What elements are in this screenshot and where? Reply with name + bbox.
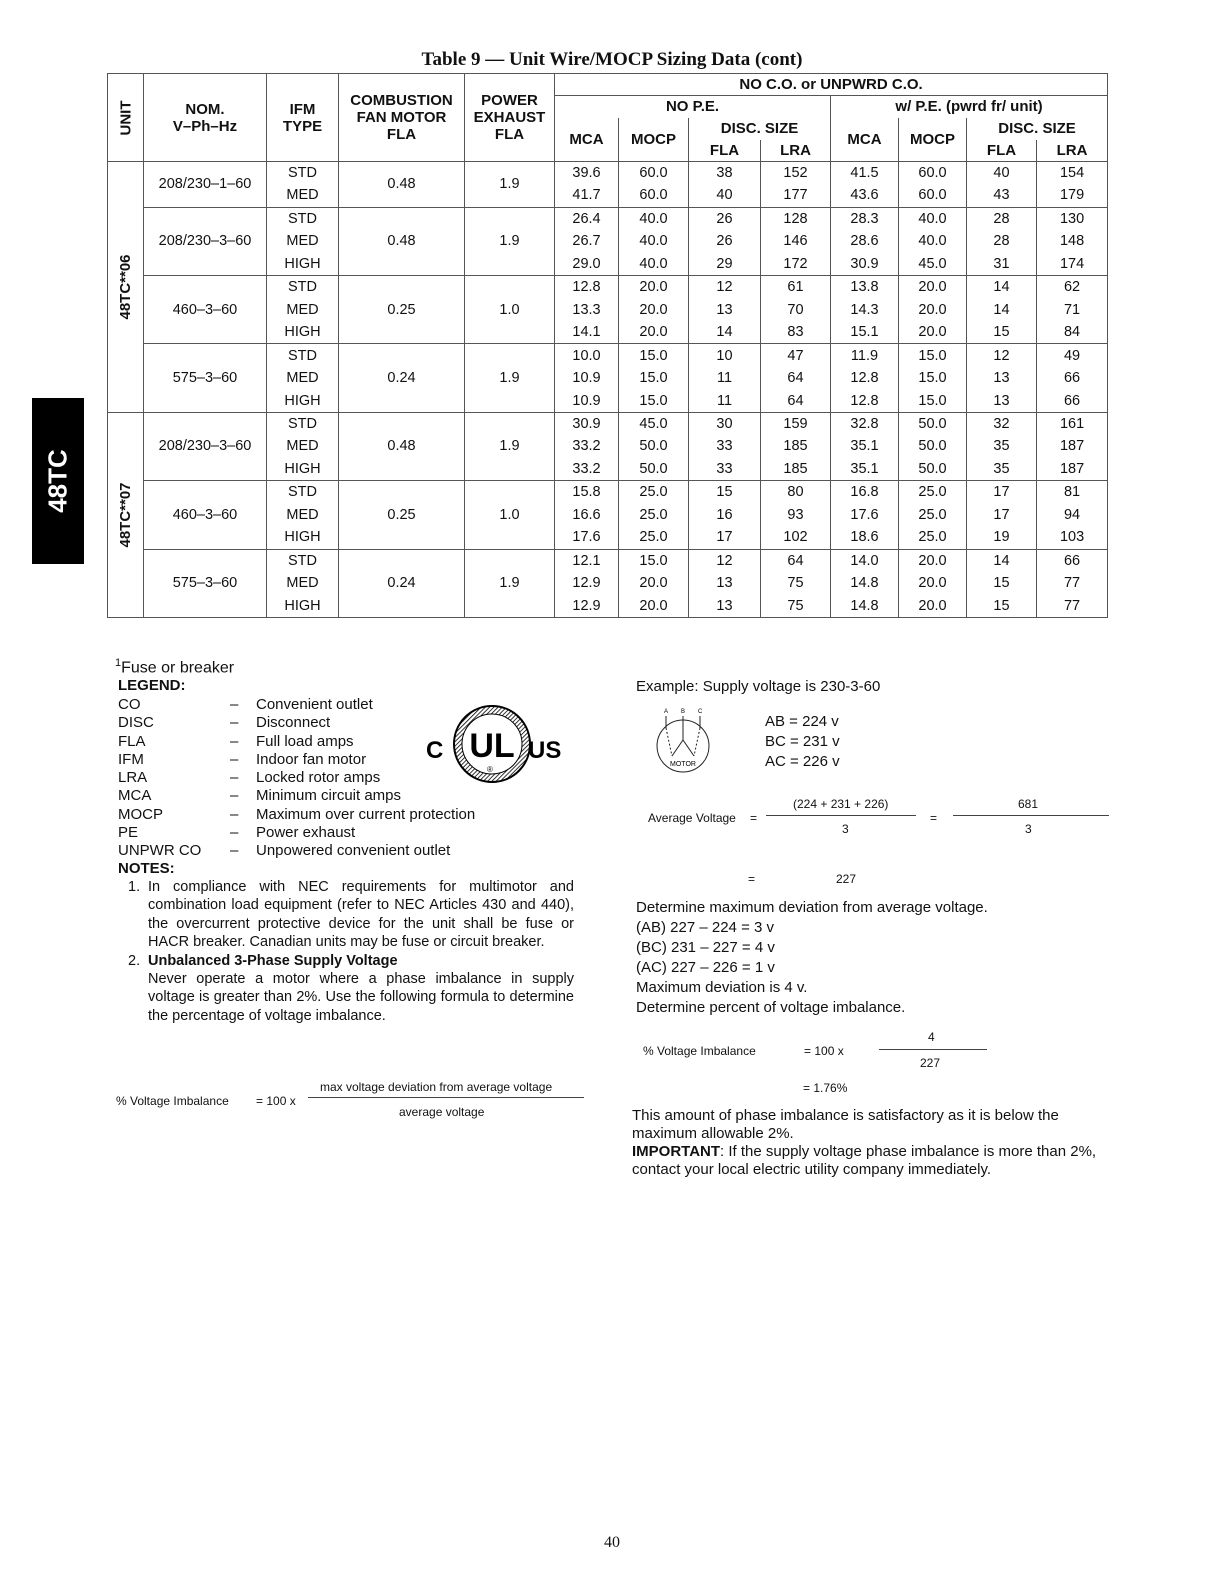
- pe-disc-lra-cell: 179: [1037, 184, 1108, 207]
- pe-mca-cell: 17.6: [831, 503, 899, 526]
- legend-abbr: PE: [118, 824, 139, 842]
- mca-cell: 33.2: [555, 435, 619, 458]
- ifm-type: HIGH: [267, 321, 339, 344]
- mocp-cell: 40.0: [619, 230, 689, 253]
- disc-fla-cell: 30: [689, 412, 761, 435]
- page-number: 40: [604, 1534, 620, 1551]
- pe-mocp-cell: 20.0: [899, 321, 967, 344]
- disc-fla-cell: 12: [689, 275, 761, 298]
- combustion-fla: 0.25: [339, 481, 465, 549]
- legend-definition: Power exhaust: [256, 824, 356, 842]
- pe-disc-lra-cell: 71: [1037, 298, 1108, 321]
- pe-mocp-cell: 50.0: [899, 435, 967, 458]
- disc-lra-cell: 80: [761, 481, 831, 504]
- voltage-ac: AC = 226 v: [765, 753, 840, 770]
- pe-mca-cell: 28.3: [831, 207, 899, 230]
- nominal-voltage: 208/230–1–60: [144, 162, 267, 208]
- mocp-cell: 25.0: [619, 503, 689, 526]
- table-row: [108, 162, 1108, 185]
- legend-abbr: LRA: [118, 769, 148, 787]
- ifm-type: MED: [267, 503, 339, 526]
- mocp-cell: 40.0: [619, 207, 689, 230]
- mocp-cell: 50.0: [619, 458, 689, 481]
- pe-mocp-cell: 20.0: [899, 549, 967, 572]
- header-lra: LRA: [1037, 140, 1108, 162]
- disc-lra-cell: 47: [761, 344, 831, 367]
- power-exhaust-fla: 1.9: [465, 162, 555, 208]
- header-with-pe: w/ P.E. (pwrd fr/ unit): [831, 96, 1108, 118]
- average-result: 227: [836, 872, 857, 886]
- pe-disc-lra-cell: 77: [1037, 595, 1108, 618]
- disc-fla-cell: 12: [689, 549, 761, 572]
- table-row: [108, 412, 1108, 435]
- pe-mocp-cell: 60.0: [899, 184, 967, 207]
- voltage-ab: AB = 224 v: [765, 713, 839, 730]
- svg-text:C: C: [698, 709, 703, 715]
- pe-mocp-cell: 15.0: [899, 367, 967, 390]
- legend-title: LEGEND:: [118, 677, 186, 694]
- pe-mocp-cell: 40.0: [899, 230, 967, 253]
- header-ifm: IFM TYPE: [267, 74, 339, 162]
- disc-fla-cell: 26: [689, 207, 761, 230]
- legend-abbr: CO: [118, 696, 141, 713]
- svg-text:A: A: [664, 709, 669, 715]
- note-1-text: In compliance with NEC requirements for multimotor and combination load equipment (refer to NEC Articles 430 and 440), the overcurrent protective device for the unit shall be fuse or HACR breaker. Canadian units may be fuse or circuit breaker.: [148, 879, 574, 951]
- mca-cell: 30.9: [555, 412, 619, 435]
- disc-lra-cell: 93: [761, 503, 831, 526]
- pe-mca-cell: 35.1: [831, 435, 899, 458]
- pe-disc-lra-cell: 174: [1037, 253, 1108, 276]
- conclusion-text: This amount of phase imbalance is satisfactory as it is below the maximum allowable 2%. IMPORTANT: If the supply voltage phase imbalance is more than 2%, contact your local electric utility company immediately.: [632, 1107, 1097, 1178]
- pe-mocp-cell: 20.0: [899, 275, 967, 298]
- nominal-voltage: 460–3–60: [144, 481, 267, 549]
- combustion-fla: 0.24: [339, 344, 465, 412]
- mocp-cell: 60.0: [619, 162, 689, 185]
- mca-cell: 12.1: [555, 549, 619, 572]
- pe-mca-cell: 43.6: [831, 184, 899, 207]
- header-power-exhaust: POWER EXHAUST FLA: [465, 74, 555, 162]
- pe-disc-fla-cell: 28: [967, 207, 1037, 230]
- legend-definition: Unpowered convenient outlet: [256, 842, 451, 860]
- mocp-cell: 20.0: [619, 275, 689, 298]
- pe-mocp-cell: 25.0: [899, 526, 967, 549]
- pe-disc-fla-cell: 17: [967, 503, 1037, 526]
- legend-dash: –: [230, 714, 239, 732]
- pe-disc-fla-cell: 15: [967, 572, 1037, 595]
- mca-cell: 10.9: [555, 389, 619, 412]
- table-header: [108, 74, 1108, 162]
- note-item: 2. Unbalanced 3-Phase Supply Voltage Never operate a motor where a phase imbalance in supply voltage is greater than 2%. Use the following formula to determine the percentage of voltage imbalance.: [128, 952, 574, 1024]
- svg-text:B: B: [681, 709, 686, 715]
- disc-fla-cell: 38: [689, 162, 761, 185]
- power-exhaust-fla: 1.9: [465, 549, 555, 617]
- legend-dash: –: [230, 824, 239, 842]
- disc-fla-cell: 14: [689, 321, 761, 344]
- disc-fla-cell: 26: [689, 230, 761, 253]
- pe-disc-lra-cell: 154: [1037, 162, 1108, 185]
- legend-abbr: DISC: [118, 714, 154, 732]
- mocp-cell: 15.0: [619, 367, 689, 390]
- unit-model: 48TC**06: [108, 162, 144, 413]
- side-tab-label: 48TC: [42, 449, 73, 513]
- pe-disc-fla-cell: 15: [967, 595, 1037, 618]
- note-2-title: Unbalanced 3-Phase Supply Voltage: [148, 952, 398, 969]
- mca-cell: 14.1: [555, 321, 619, 344]
- mca-cell: 17.6: [555, 526, 619, 549]
- legend-definition: Convenient outlet: [256, 696, 373, 713]
- example-title: Example: Supply voltage is 230-3-60: [636, 678, 881, 695]
- ul-certification-logo: [422, 702, 562, 791]
- disc-fla-cell: 13: [689, 298, 761, 321]
- disc-lra-cell: 75: [761, 572, 831, 595]
- header-disc-size: DISC. SIZE: [689, 118, 831, 140]
- mocp-cell: 25.0: [619, 481, 689, 504]
- pe-mca-cell: 12.8: [831, 389, 899, 412]
- pe-mca-cell: 13.8: [831, 275, 899, 298]
- disc-fla-cell: 11: [689, 389, 761, 412]
- disc-fla-cell: 10: [689, 344, 761, 367]
- disc-lra-cell: 61: [761, 275, 831, 298]
- pe-mocp-cell: 20.0: [899, 595, 967, 618]
- pe-mca-cell: 35.1: [831, 458, 899, 481]
- header-fla: FLA: [689, 140, 761, 162]
- pe-disc-lra-cell: 66: [1037, 389, 1108, 412]
- mca-cell: 12.8: [555, 275, 619, 298]
- pe-disc-fla-cell: 17: [967, 481, 1037, 504]
- disc-lra-cell: 185: [761, 458, 831, 481]
- pe-disc-lra-cell: 148: [1037, 230, 1108, 253]
- pe-disc-lra-cell: 161: [1037, 412, 1108, 435]
- power-exhaust-fla: 1.9: [465, 412, 555, 480]
- svg-text:UL: UL: [469, 727, 515, 765]
- header-disc-size: DISC. SIZE: [967, 118, 1108, 140]
- mocp-cell: 50.0: [619, 435, 689, 458]
- disc-lra-cell: 185: [761, 435, 831, 458]
- table-row: [108, 549, 1108, 572]
- notes-title: NOTES:: [118, 860, 175, 877]
- legend-dash: –: [230, 732, 239, 750]
- legend-definition: Maximum over current protection: [256, 805, 476, 823]
- header-lra: LRA: [761, 140, 831, 162]
- mocp-cell: 45.0: [619, 412, 689, 435]
- disc-lra-cell: 146: [761, 230, 831, 253]
- ifm-type: STD: [267, 481, 339, 504]
- disc-fla-cell: 16: [689, 503, 761, 526]
- legend-dash: –: [230, 805, 239, 823]
- mocp-cell: 15.0: [619, 549, 689, 572]
- pe-mocp-cell: 50.0: [899, 412, 967, 435]
- mca-cell: 39.6: [555, 162, 619, 185]
- mca-cell: 12.9: [555, 595, 619, 618]
- mca-cell: 13.3: [555, 298, 619, 321]
- disc-lra-cell: 102: [761, 526, 831, 549]
- ifm-type: STD: [267, 275, 339, 298]
- average-voltage-formula: Average Voltage = (224 + 231 + 226) 3 = 681 3: [648, 795, 1118, 845]
- header-nom: NOM. V–Ph–Hz: [144, 74, 267, 162]
- pe-mca-cell: 30.9: [831, 253, 899, 276]
- svg-text:C: C: [426, 737, 444, 764]
- header-mca: MCA: [831, 118, 899, 162]
- legend-abbr: MOCP: [118, 805, 163, 823]
- svg-text:®: ®: [487, 765, 493, 774]
- pe-disc-fla-cell: 14: [967, 275, 1037, 298]
- pe-mocp-cell: 20.0: [899, 572, 967, 595]
- mocp-cell: 20.0: [619, 572, 689, 595]
- header-fla: FLA: [967, 140, 1037, 162]
- mca-cell: 41.7: [555, 184, 619, 207]
- table-row: [108, 481, 1108, 504]
- header-mocp: MOCP: [619, 118, 689, 162]
- ifm-type: HIGH: [267, 526, 339, 549]
- nominal-voltage: 208/230–3–60: [144, 412, 267, 480]
- disc-fla-cell: 17: [689, 526, 761, 549]
- voltage-bc: BC = 231 v: [765, 733, 840, 750]
- legend-dash: –: [230, 750, 239, 768]
- pe-mca-cell: 14.8: [831, 572, 899, 595]
- svg-text:MOTOR: MOTOR: [670, 761, 696, 768]
- pe-mca-cell: 14.8: [831, 595, 899, 618]
- power-exhaust-fla: 1.0: [465, 481, 555, 549]
- legend-definition: Indoor fan motor: [256, 750, 367, 768]
- mca-cell: 29.0: [555, 253, 619, 276]
- pe-disc-lra-cell: 130: [1037, 207, 1108, 230]
- pe-disc-fla-cell: 14: [967, 298, 1037, 321]
- pe-disc-lra-cell: 84: [1037, 321, 1108, 344]
- pe-mocp-cell: 15.0: [899, 389, 967, 412]
- pe-mocp-cell: 20.0: [899, 298, 967, 321]
- mca-cell: 12.9: [555, 572, 619, 595]
- pe-disc-lra-cell: 66: [1037, 549, 1108, 572]
- ifm-type: MED: [267, 572, 339, 595]
- disc-lra-cell: 64: [761, 549, 831, 572]
- pe-disc-fla-cell: 12: [967, 344, 1037, 367]
- notes-list: [128, 878, 574, 1025]
- svg-text:US: US: [528, 737, 562, 764]
- header-mca: MCA: [555, 118, 619, 162]
- ifm-type: STD: [267, 344, 339, 367]
- mca-cell: 33.2: [555, 458, 619, 481]
- wire-sizing-table: [107, 73, 1108, 618]
- pe-disc-fla-cell: 40: [967, 162, 1037, 185]
- disc-lra-cell: 128: [761, 207, 831, 230]
- disc-lra-cell: 159: [761, 412, 831, 435]
- unit-model: 48TC**07: [108, 412, 144, 617]
- important-label: IMPORTANT: [632, 1143, 721, 1160]
- pe-disc-fla-cell: 14: [967, 549, 1037, 572]
- table-row: [108, 275, 1108, 298]
- legend-definition: Full load amps: [256, 732, 354, 750]
- pe-mocp-cell: 40.0: [899, 207, 967, 230]
- ifm-type: MED: [267, 298, 339, 321]
- mocp-cell: 15.0: [619, 389, 689, 412]
- nominal-voltage: 575–3–60: [144, 344, 267, 412]
- nominal-voltage: 460–3–60: [144, 275, 267, 343]
- table-body: [108, 162, 1108, 618]
- legend-definition: Locked rotor amps: [256, 769, 381, 787]
- note-item: 1. In compliance with NEC requirements for multimotor and combination load equipment (refer to NEC Articles 430 and 440), the overcurrent protective device for the unit shall be fuse or HACR breaker. Canadian units may be fuse or circuit breaker.: [128, 879, 574, 951]
- power-exhaust-fla: 1.0: [465, 275, 555, 343]
- deviation-steps: Determine maximum deviation from average voltage. (AB) 227 – 224 = 3 v (BC) 231 – 227 = 4 v (AC) 227 – 226 = 1 v Maximum deviation is 4 v. Determine percent of voltage imbalance.: [636, 899, 988, 1016]
- legend-item: [118, 806, 475, 824]
- pe-disc-fla-cell: 35: [967, 458, 1037, 481]
- imbalance-result: = 1.76%: [803, 1081, 848, 1095]
- legend-abbr: FLA: [118, 732, 146, 750]
- pe-mca-cell: 18.6: [831, 526, 899, 549]
- legend-definition: Minimum circuit amps: [256, 787, 402, 805]
- disc-fla-cell: 29: [689, 253, 761, 276]
- pe-mca-cell: 15.1: [831, 321, 899, 344]
- legend-abbr: UNPWR CO: [118, 842, 202, 860]
- pe-disc-lra-cell: 62: [1037, 275, 1108, 298]
- mocp-cell: 20.0: [619, 298, 689, 321]
- nominal-voltage: 575–3–60: [144, 549, 267, 617]
- combustion-fla: 0.48: [339, 412, 465, 480]
- disc-fla-cell: 13: [689, 595, 761, 618]
- pe-disc-lra-cell: 49: [1037, 344, 1108, 367]
- phase-voltages: [765, 712, 840, 772]
- pe-disc-fla-cell: 15: [967, 321, 1037, 344]
- combustion-fla: 0.48: [339, 162, 465, 208]
- imbalance-formula: % Voltage Imbalance = 100 x max voltage deviation from average voltage average voltage: [116, 1078, 586, 1122]
- pe-disc-fla-cell: 43: [967, 184, 1037, 207]
- average-result-eq: =: [748, 872, 756, 886]
- mocp-cell: 40.0: [619, 253, 689, 276]
- ifm-type: MED: [267, 435, 339, 458]
- table-row: [108, 344, 1108, 367]
- ifm-type: STD: [267, 549, 339, 572]
- legend-dash: –: [230, 842, 239, 860]
- ifm-type: MED: [267, 230, 339, 253]
- ifm-type: HIGH: [267, 595, 339, 618]
- header-no-pe: NO P.E.: [555, 96, 831, 118]
- mocp-cell: 20.0: [619, 321, 689, 344]
- disc-fla-cell: 13: [689, 572, 761, 595]
- pe-mca-cell: 32.8: [831, 412, 899, 435]
- mocp-cell: 25.0: [619, 526, 689, 549]
- disc-lra-cell: 64: [761, 367, 831, 390]
- ifm-type: MED: [267, 367, 339, 390]
- disc-lra-cell: 75: [761, 595, 831, 618]
- header-group: NO C.O. or UNPWRD C.O.: [555, 74, 1108, 96]
- header-unit: UNIT: [108, 74, 144, 162]
- disc-fla-cell: 33: [689, 458, 761, 481]
- legend-dash: –: [230, 787, 239, 805]
- ifm-type: STD: [267, 207, 339, 230]
- combustion-fla: 0.25: [339, 275, 465, 343]
- power-exhaust-fla: 1.9: [465, 344, 555, 412]
- pe-disc-lra-cell: 77: [1037, 572, 1108, 595]
- mocp-cell: 15.0: [619, 344, 689, 367]
- power-exhaust-fla: 1.9: [465, 207, 555, 275]
- footnote: $^1$Fuse or breaker: [115, 657, 235, 677]
- disc-lra-cell: 64: [761, 389, 831, 412]
- mca-cell: 10.0: [555, 344, 619, 367]
- pe-disc-lra-cell: 94: [1037, 503, 1108, 526]
- legend-item: [118, 842, 475, 860]
- disc-lra-cell: 177: [761, 184, 831, 207]
- table-row: [108, 207, 1108, 230]
- legend-dash: –: [230, 696, 239, 713]
- pe-mocp-cell: 25.0: [899, 503, 967, 526]
- legend-abbr: MCA: [118, 787, 152, 805]
- combustion-fla: 0.48: [339, 207, 465, 275]
- disc-lra-cell: 152: [761, 162, 831, 185]
- combustion-fla: 0.24: [339, 549, 465, 617]
- pe-disc-lra-cell: 103: [1037, 526, 1108, 549]
- legend-dash: –: [230, 769, 239, 787]
- nominal-voltage: 208/230–3–60: [144, 207, 267, 275]
- ifm-type: HIGH: [267, 389, 339, 412]
- pe-mca-cell: 28.6: [831, 230, 899, 253]
- pe-mca-cell: 12.8: [831, 367, 899, 390]
- legend-definition: Disconnect: [256, 714, 331, 732]
- mca-cell: 16.6: [555, 503, 619, 526]
- disc-lra-cell: 83: [761, 321, 831, 344]
- pe-disc-lra-cell: 187: [1037, 435, 1108, 458]
- pe-mocp-cell: 25.0: [899, 481, 967, 504]
- pe-mocp-cell: 45.0: [899, 253, 967, 276]
- mocp-cell: 20.0: [619, 595, 689, 618]
- pe-mocp-cell: 60.0: [899, 162, 967, 185]
- legend-abbr: IFM: [118, 750, 144, 768]
- pe-disc-fla-cell: 32: [967, 412, 1037, 435]
- legend-item: [118, 824, 475, 842]
- pe-disc-fla-cell: 19: [967, 526, 1037, 549]
- disc-fla-cell: 40: [689, 184, 761, 207]
- pe-mca-cell: 16.8: [831, 481, 899, 504]
- disc-lra-cell: 172: [761, 253, 831, 276]
- ifm-type: HIGH: [267, 458, 339, 481]
- table-title: Table 9 — Unit Wire/MOCP Sizing Data (cont): [421, 49, 803, 70]
- note-2-text: Never operate a motor where a phase imbalance in supply voltage is greater than 2%. Use the following formula to determine the percentage of voltage imbalance.: [148, 971, 574, 1024]
- imbalance-calculation: % Voltage Imbalance = 100 x 4 227: [643, 1030, 1003, 1074]
- pe-disc-fla-cell: 31: [967, 253, 1037, 276]
- mocp-cell: 60.0: [619, 184, 689, 207]
- pe-disc-lra-cell: 187: [1037, 458, 1108, 481]
- pe-mocp-cell: 50.0: [899, 458, 967, 481]
- pe-mca-cell: 14.3: [831, 298, 899, 321]
- section-side-tab: [32, 398, 84, 564]
- pe-mocp-cell: 15.0: [899, 344, 967, 367]
- motor-diagram: [648, 704, 718, 779]
- mca-cell: 15.8: [555, 481, 619, 504]
- mca-cell: 10.9: [555, 367, 619, 390]
- disc-fla-cell: 15: [689, 481, 761, 504]
- pe-disc-fla-cell: 13: [967, 367, 1037, 390]
- header-mocp: MOCP: [899, 118, 967, 162]
- pe-mca-cell: 41.5: [831, 162, 899, 185]
- mca-cell: 26.7: [555, 230, 619, 253]
- pe-disc-fla-cell: 13: [967, 389, 1037, 412]
- pe-disc-lra-cell: 81: [1037, 481, 1108, 504]
- pe-disc-fla-cell: 35: [967, 435, 1037, 458]
- ifm-type: STD: [267, 162, 339, 185]
- ifm-type: STD: [267, 412, 339, 435]
- pe-mca-cell: 11.9: [831, 344, 899, 367]
- disc-fla-cell: 11: [689, 367, 761, 390]
- pe-disc-fla-cell: 28: [967, 230, 1037, 253]
- disc-fla-cell: 33: [689, 435, 761, 458]
- pe-disc-lra-cell: 66: [1037, 367, 1108, 390]
- ifm-type: MED: [267, 184, 339, 207]
- disc-lra-cell: 70: [761, 298, 831, 321]
- mca-cell: 26.4: [555, 207, 619, 230]
- ifm-type: HIGH: [267, 253, 339, 276]
- pe-mca-cell: 14.0: [831, 549, 899, 572]
- header-combustion: COMBUSTION FAN MOTOR FLA: [339, 74, 465, 162]
